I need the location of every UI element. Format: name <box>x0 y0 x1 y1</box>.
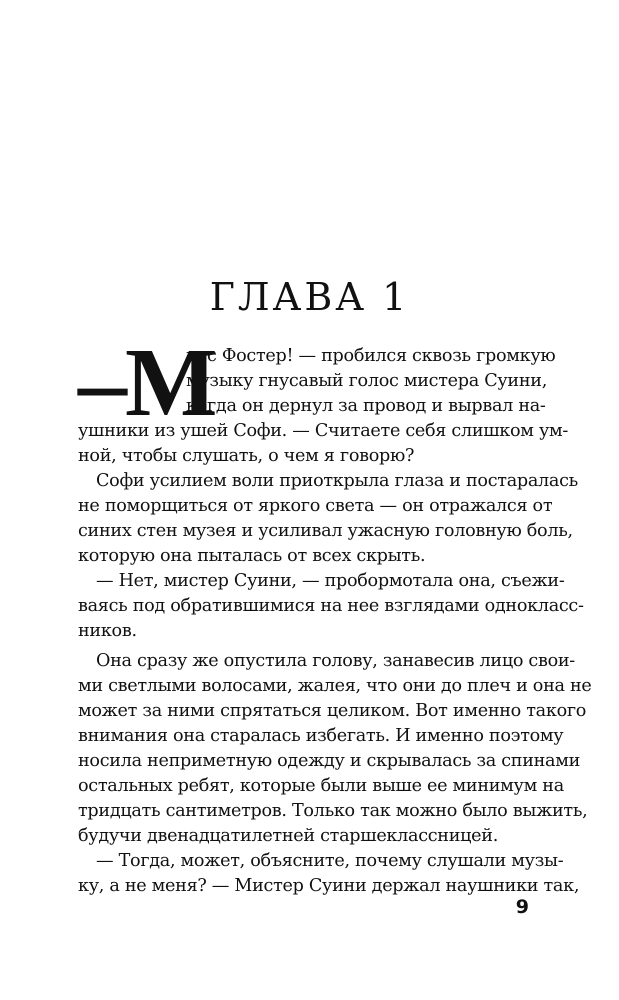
text-line: — Нет, мистер Суини, — пробормотала она, съежи- <box>96 571 565 591</box>
drop-cap: –М <box>78 329 216 437</box>
body-text <box>78 329 592 899</box>
text-line: — Тогда, может, объясните, почему слушали музы- <box>96 851 564 871</box>
text-line: когда он дернул за провод и вырвал на- <box>186 396 546 416</box>
chapter-title: ГЛАВА 1 <box>209 275 410 319</box>
text-line: синих стен музея и усиливал ужасную головную боль, <box>78 521 573 541</box>
text-line: не поморщиться от яркого света — он отражался от <box>78 496 553 516</box>
text-line: остальных ребят, которые были выше ее минимум на <box>78 776 564 796</box>
text-line: будучи двенадцатилетней старшеклассницей. <box>78 826 498 846</box>
text-line: ваясь под обратившимися на нее взглядами однокласс- <box>78 596 584 616</box>
text-line: исс Фостер! — пробился сквозь громкую <box>186 346 556 366</box>
text-line: ушники из ушей Софи. — Считаете себя слишком ум- <box>78 421 569 441</box>
text-line: Она сразу же опустила голову, занавесив лицо свои- <box>96 651 575 671</box>
text-line: ников. <box>78 621 137 641</box>
text-line: тридцать сантиметров. Только так можно было выжить, <box>78 801 588 821</box>
text-line: Софи усилием воли приоткрыла глаза и постаралась <box>96 471 578 491</box>
text-line: которую она пыталась от всех скрыть. <box>78 546 426 566</box>
text-line: ми светлыми волосами, жалея, что они до плеч и она не <box>78 676 592 696</box>
text-line: носила неприметную одежду и скрывалась за спинами <box>78 751 581 771</box>
page-number: 9 <box>515 896 529 918</box>
text-line: может за ними спрятаться целиком. Вот именно такого <box>78 701 587 721</box>
text-line: музыку гнусавый голос мистера Суини, <box>186 371 548 391</box>
text-line: ку, а не меня? — Мистер Суини держал наушники так, <box>78 876 580 896</box>
text-line: внимания она старалась избегать. И именно поэтому <box>78 726 564 746</box>
text-line: ной, чтобы слушать, о чем я говорю? <box>78 446 415 466</box>
